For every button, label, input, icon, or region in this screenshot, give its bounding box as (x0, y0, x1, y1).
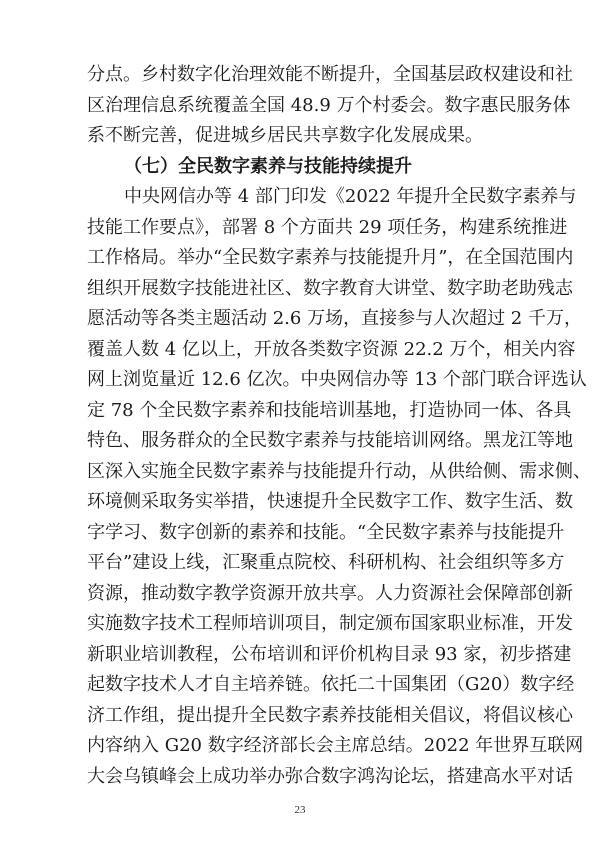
section-heading: （七）全民数字素养与技能持续提升 (124, 156, 412, 177)
paragraph-line: 工作格局。举办“全民数字素养与技能提升月”，在全国范围内 (87, 247, 574, 268)
paragraph-line: 大会乌镇峰会上成功举办弥合数字鸿沟论坛，搭建高水平对话 (87, 766, 573, 787)
paragraph-line: 济工作组，提出提升全民数字素养技能相关倡议，将倡议核心 (87, 705, 573, 726)
paragraph-line: 分点。乡村数字化治理效能不断提升，全国基层政权建设和社 (87, 64, 573, 85)
paragraph-line: 技能工作要点》，部署 8 个方面共 29 项任务，构建系统推进 (87, 217, 568, 238)
paragraph-line: 新职业培训教程，公布培训和评价机构目录 93 家，初步搭建 (87, 644, 572, 665)
paragraph-line: 实施数字技术工程师培训项目，制定颁布国家职业标准，开发 (87, 613, 573, 634)
paragraph-line: 起数字技术人才自主培养链。依托二十国集团（G20）数字经 (87, 674, 575, 695)
paragraph-line: 定 78 个全民数字素养和技能培训基地，打造协同一体、各具 (87, 400, 572, 421)
paragraph-line: 环境侧采取务实举措，快速提升全民数字工作、数字生活、数 (87, 491, 573, 512)
paragraph-line: 特色、服务群众的全民数字素养与技能培训网络。黑龙江等地 (87, 430, 573, 451)
paragraph-line: 区深入实施全民数字素养与技能提升行动，从供给侧、需求侧、 (87, 461, 591, 482)
paragraph-line: 内容纳入 G20 数字经济部长会主席总结。2022 年世界互联网 (87, 735, 584, 756)
paragraph-line: 网上浏览量近 12.6 亿次。中央网信办等 13 个部门联合评选认 (87, 369, 587, 390)
paragraph-line: 平台”建设上线，汇聚重点院校、科研机构、社会组织等多方 (87, 552, 565, 573)
paragraph-line: 中央网信办等 4 部门印发《2022 年提升全民数字素养与 (124, 186, 577, 207)
paragraph-line: 字学习、数字创新的素养和技能。“全民数字素养与技能提升 (87, 522, 565, 543)
page-number: 23 (294, 804, 306, 816)
paragraph-line: 系不断完善，促进城乡居民共享数字化发展成果。 (87, 125, 483, 146)
paragraph-line: 组织开展数字技能进社区、数字教育大讲堂、数字助老助残志 (87, 278, 573, 299)
paragraph-line: 资源，推动数字教学资源开放共享。人力资源社会保障部创新 (87, 583, 573, 604)
paragraph-line: 区治理信息系统覆盖全国 48.9 万个村委会。数字惠民服务体 (87, 95, 571, 116)
paragraph-line: 愿活动等各类主题活动 2.6 万场，直接参与人次超过 2 千万， (87, 308, 582, 329)
paragraph-line: 覆盖人数 4 亿以上，开放各类数字资源 22.2 万个，相关内容 (87, 339, 576, 360)
